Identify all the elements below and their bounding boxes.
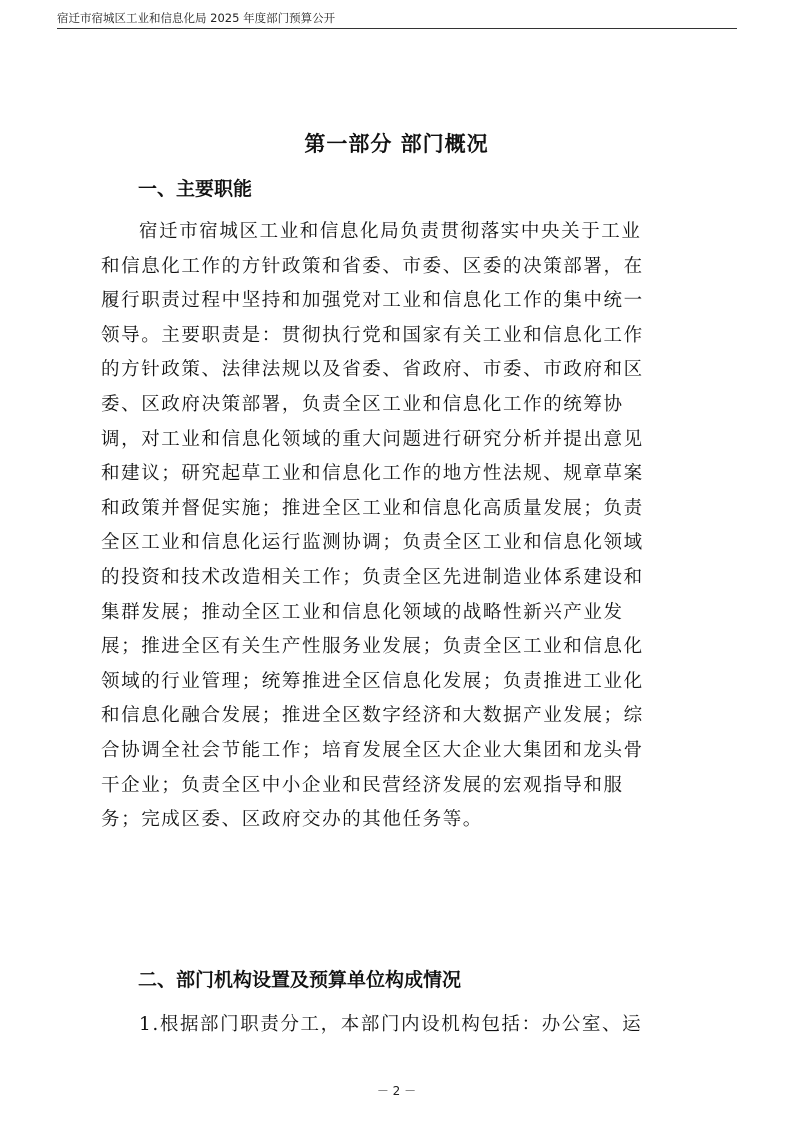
text-line: 和信息化工作的方针政策和省委、市委、区委的决策部署，在 (101, 255, 644, 277)
text-line: 务；完成区委、区政府交办的其他任务等。 (101, 809, 483, 831)
section-heading-main-functions: 一、主要职能 (138, 178, 253, 200)
text-line: 的方针政策、法律法规以及省委、省政府、市委、市政府和区 (101, 359, 644, 381)
text-line: 领域的行业管理；统筹推进全区信息化发展；负责推进工业化 (101, 670, 644, 692)
text-line: 干企业；负责全区中小企业和民营经济发展的宏观指导和服 (101, 774, 624, 796)
running-header (57, 8, 737, 29)
text-line: 和政策并督促实施；推进全区工业和信息化高质量发展；负责 (101, 497, 644, 519)
running-header-title: 宿迁市宿城区工业和信息化局 2025 年度部门预算公开 (57, 11, 336, 25)
section-heading-org-structure: 二、部门机构设置及预算单位构成情况 (138, 969, 462, 991)
text-line: 展；推进全区有关生产性服务业发展；负责全区工业和信息化 (101, 636, 644, 658)
part-title: 第一部分 部门概况 (304, 132, 489, 156)
text-line: 1.根据部门职责分工，本部门内设机构包括：办公室、运 (139, 1014, 643, 1035)
text-line: 集群发展；推动全区工业和信息化领域的战略性新兴产业发 (101, 601, 624, 623)
text-line: 合协调全社会节能工作；培育发展全区大企业大集团和龙头骨 (101, 739, 644, 761)
text-line: 委、区政府决策部署，负责全区工业和信息化工作的统筹协 (101, 393, 624, 415)
text-line: 和建议；研究起草工业和信息化工作的地方性法规、规章草案 (101, 463, 644, 485)
page-number: － 2 － (376, 1084, 417, 1098)
text-line: 履行职责过程中坚持和加强党对工业和信息化工作的集中统一 (101, 290, 644, 312)
paragraph-main-functions (101, 215, 695, 838)
paragraph-org-structure (101, 1008, 695, 1043)
text-line: 领导。主要职责是：贯彻执行党和国家有关工业和信息化工作 (101, 324, 644, 346)
text-line: 和信息化融合发展；推进全区数字经济和大数据产业发展；综 (101, 705, 644, 727)
text-line: 全区工业和信息化运行监测协调；负责全区工业和信息化领域 (101, 532, 644, 554)
text-line: 调，对工业和信息化领域的重大问题进行研究分析并提出意见 (101, 428, 644, 450)
text-line: 宿迁市宿城区工业和信息化局负责贯彻落实中央关于工业 (139, 221, 642, 242)
text-line: 的投资和技术改造相关工作；负责全区先进制造业体系建设和 (101, 566, 644, 588)
